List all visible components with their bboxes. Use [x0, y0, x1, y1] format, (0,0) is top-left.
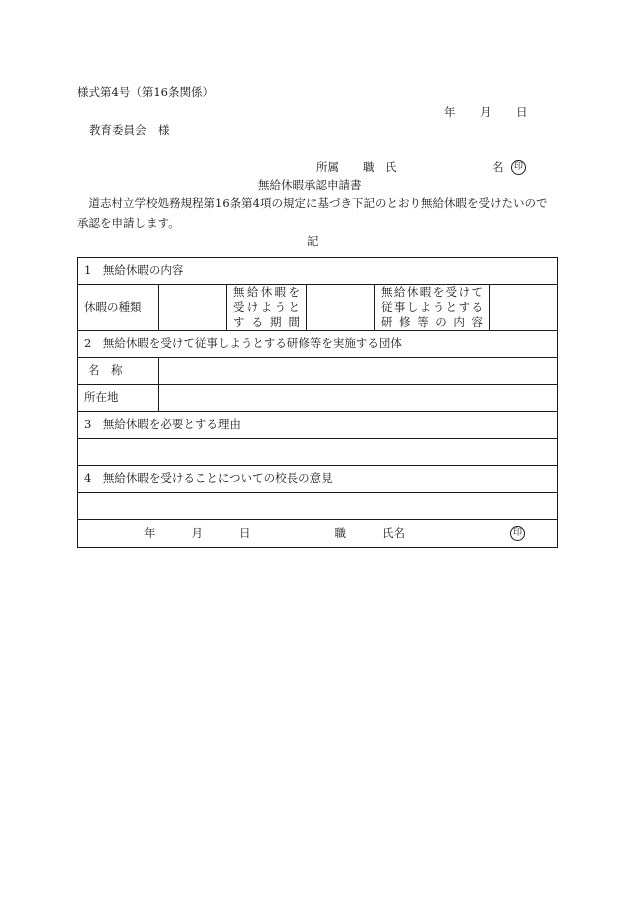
ki-label: 記 — [307, 234, 319, 248]
org-address-row — [78, 385, 558, 412]
org-name-row — [78, 358, 558, 385]
section-1-row — [78, 258, 558, 285]
org-name-value — [159, 358, 558, 385]
footer-day: 日 — [239, 525, 251, 540]
footer-month: 月 — [191, 525, 203, 540]
date-month: 月 — [480, 105, 492, 119]
application-table — [77, 257, 558, 548]
section-1-heading: 1 無給休暇の内容 — [78, 258, 558, 285]
org-address-value — [159, 385, 558, 412]
form-number: 様式第4号（第16条関係） — [77, 85, 214, 99]
reason-row — [78, 439, 558, 466]
principal-opinion-row — [78, 493, 558, 520]
affiliation-label: 所属 — [316, 160, 339, 174]
principal-seal-icon: 印 — [510, 526, 525, 541]
footer-position: 職 — [334, 525, 346, 540]
section-2-heading: 2 無給休暇を受けて従事しようとする研修等を実施する団体 — [78, 331, 558, 358]
section-4-row — [78, 466, 558, 493]
leave-type-value — [159, 285, 227, 331]
name-label: 名 — [492, 160, 504, 174]
section-2-row — [78, 331, 558, 358]
principal-opinion-value — [78, 493, 558, 520]
training-content-value — [490, 285, 558, 331]
surname-label: 氏 — [385, 160, 397, 174]
org-name-label: 名 称 — [78, 358, 159, 385]
leave-period-label: 無給休暇を受けようとする期間 — [227, 285, 307, 331]
section-3-row — [78, 412, 558, 439]
date-year: 年 — [444, 105, 456, 119]
org-address-label: 所在地 — [78, 385, 159, 412]
applicant-seal-icon: 印 — [511, 160, 526, 175]
addressee: 教育委員会 様 — [89, 123, 170, 137]
reason-value — [78, 439, 558, 466]
training-content-label: 無給休暇を受けて従事しようとする研修等の内容 — [375, 285, 490, 331]
body-paragraph: 道志村立学校処務規程第16条第4項の規定に基づき下記のとおり無給休暇を受けたいので承認を申請します。 — [77, 196, 548, 230]
position-label: 職 — [363, 160, 375, 174]
section-4-heading: 4 無給休暇を受けることについての校長の意見 — [78, 466, 558, 493]
principal-signature-row — [78, 520, 558, 548]
document-title: 無給休暇承認申請書 — [258, 178, 362, 192]
leave-details-row — [78, 285, 558, 331]
footer-name: 氏名 — [382, 525, 405, 540]
footer-year: 年 — [144, 525, 156, 540]
principal-signature-cell — [78, 520, 558, 548]
leave-period-value — [307, 285, 375, 331]
date-day: 日 — [516, 105, 528, 119]
leave-type-label: 休暇の種類 — [78, 285, 159, 331]
section-3-heading: 3 無給休暇を必要とする理由 — [78, 412, 558, 439]
